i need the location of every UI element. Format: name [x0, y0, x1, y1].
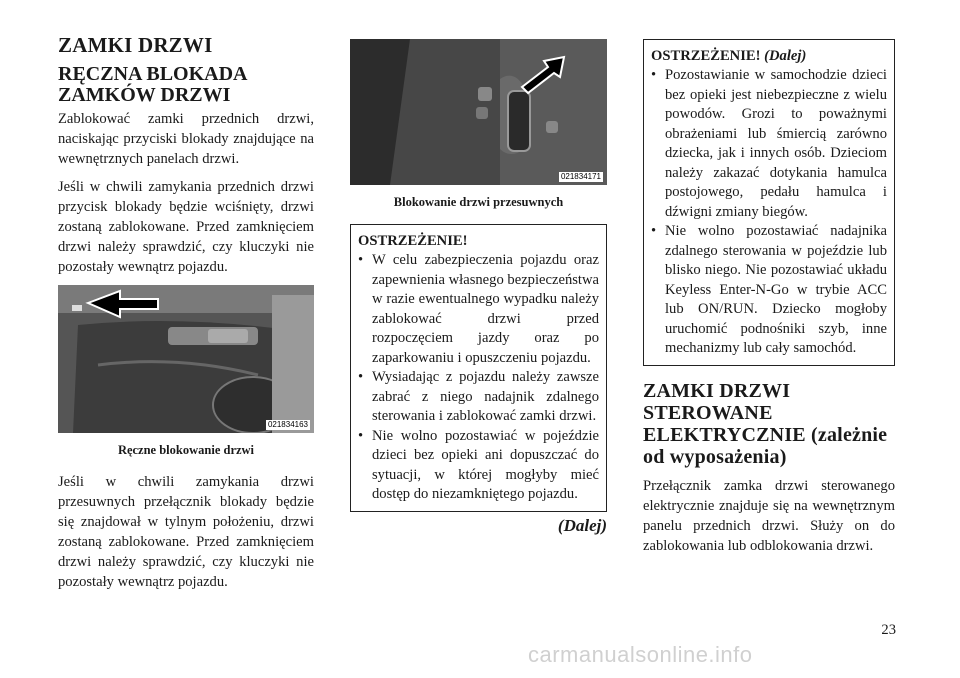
sliding-door-photo [350, 39, 607, 185]
warning-list [651, 66, 887, 359]
figure-caption: Blokowanie drzwi przesuwnych [393, 195, 564, 209]
paragraph: Przełącznik zamka drzwi sterowanego elektrycznie znajduje się na wewnętrznym panelu przednich drzwi. Służy on do zablokowania lub odblokowania drzwi. [643, 477, 895, 554]
paragraph: Jeśli w chwili zamykania drzwi przesuwnych przełącznik blokady będzie się znajdował w tylnym położeniu, drzwi zostaną zablokowane. Przed zamknięciem drzwi należy sprawdzić, czy kluczyki nie pozostały wewnątrz pojazdu. [58, 474, 314, 591]
figure-caption: Ręczne blokowanie drzwi [117, 443, 255, 458]
figure-code: 021834171 [560, 172, 601, 181]
warning-title-cont: (Dalej) [764, 48, 807, 64]
column-right [643, 39, 895, 564]
warning-title: OSTRZEŻENIE! [358, 233, 468, 249]
warning-box [350, 224, 607, 512]
door-lock-photo [58, 285, 314, 433]
warning-item: • Wysiadając z pojazdu należy zawsze zabrać z niego nadajnik zdalnego sterowania i zablokować zamki drzwi. [358, 368, 599, 427]
continued-label: (Dalej) [557, 515, 607, 535]
page-number: 23 [881, 622, 896, 638]
column-left [58, 34, 314, 600]
section-heading: ZAMKI DRZWI STEROWANE ELEKTRYCZNIE (zależnie od wyposażenia) [643, 379, 888, 468]
subsection-heading: RĘCZNA BLOKADA ZAMKÓW DRZWI [58, 63, 247, 107]
warning-box-continued [643, 39, 895, 366]
paragraph: Jeśli w chwili zamykania przednich drzwi przycisk blokady będzie wciśnięty, drzwi zostaną zablokowane. Przed zamknięciem drzwi należy sprawdzić, czy kluczyki nie pozostały wewnątrz pojazdu. [58, 179, 314, 276]
warning-item: • Nie wolno pozostawiać w pojeździe dzieci bez opieki ani dopuszczać do sytuacji, w której mogłyby mieć dostęp do niezamkniętego pojazdu. [358, 427, 599, 505]
figure-code: 021834163 [267, 420, 308, 430]
column-middle [350, 39, 607, 536]
paragraph: Zablokować zamki przednich drzwi, naciskając przyciski blokady znajdujące na wewnętrznych panelach drzwi. [58, 111, 314, 168]
warning-title-text: OSTRZEŻENIE! [651, 48, 761, 64]
watermark-text: carmanualsonline.info [528, 642, 753, 667]
warning-list [358, 251, 599, 505]
warning-item: • W celu zabezpieczenia pojazdu oraz zapewnienia własnego bezpieczeństwa w razie ewentualnego wypadku należy zablokować drzwi przed rozpoczęciem jazdy oraz po zaparkowaniu i opuszczeniu pojazdu. [358, 251, 599, 368]
warning-title [651, 46, 887, 66]
warning-item: • Nie wolno pozostawiać nadajnika zdalnego sterowania w pojeździe lub blisko niego. Nie pozostawiać układu Keyless Enter-N-Go w trybie ACC lub ON/RUN. Dziecko mogłoby uruchomić podnośniki szyb, inne mechanizmy lub cały samochód. [651, 222, 887, 359]
section-heading: ZAMKI DRZWI [58, 33, 213, 57]
warning-item: • Pozostawianie w samochodzie dzieci bez opieki jest niebezpieczne z wielu powodów. Grozi to poważnymi obrażeniami lub śmiercią zarówno dziecka, jak i innych osób. Dzieciom należy zakazać dotykania hamulca postojowego, pedału hamulca i dźwigni zmiany biegów. [651, 66, 887, 222]
door-panel-illustration [58, 285, 314, 433]
sliding-door-illustration [350, 39, 607, 185]
